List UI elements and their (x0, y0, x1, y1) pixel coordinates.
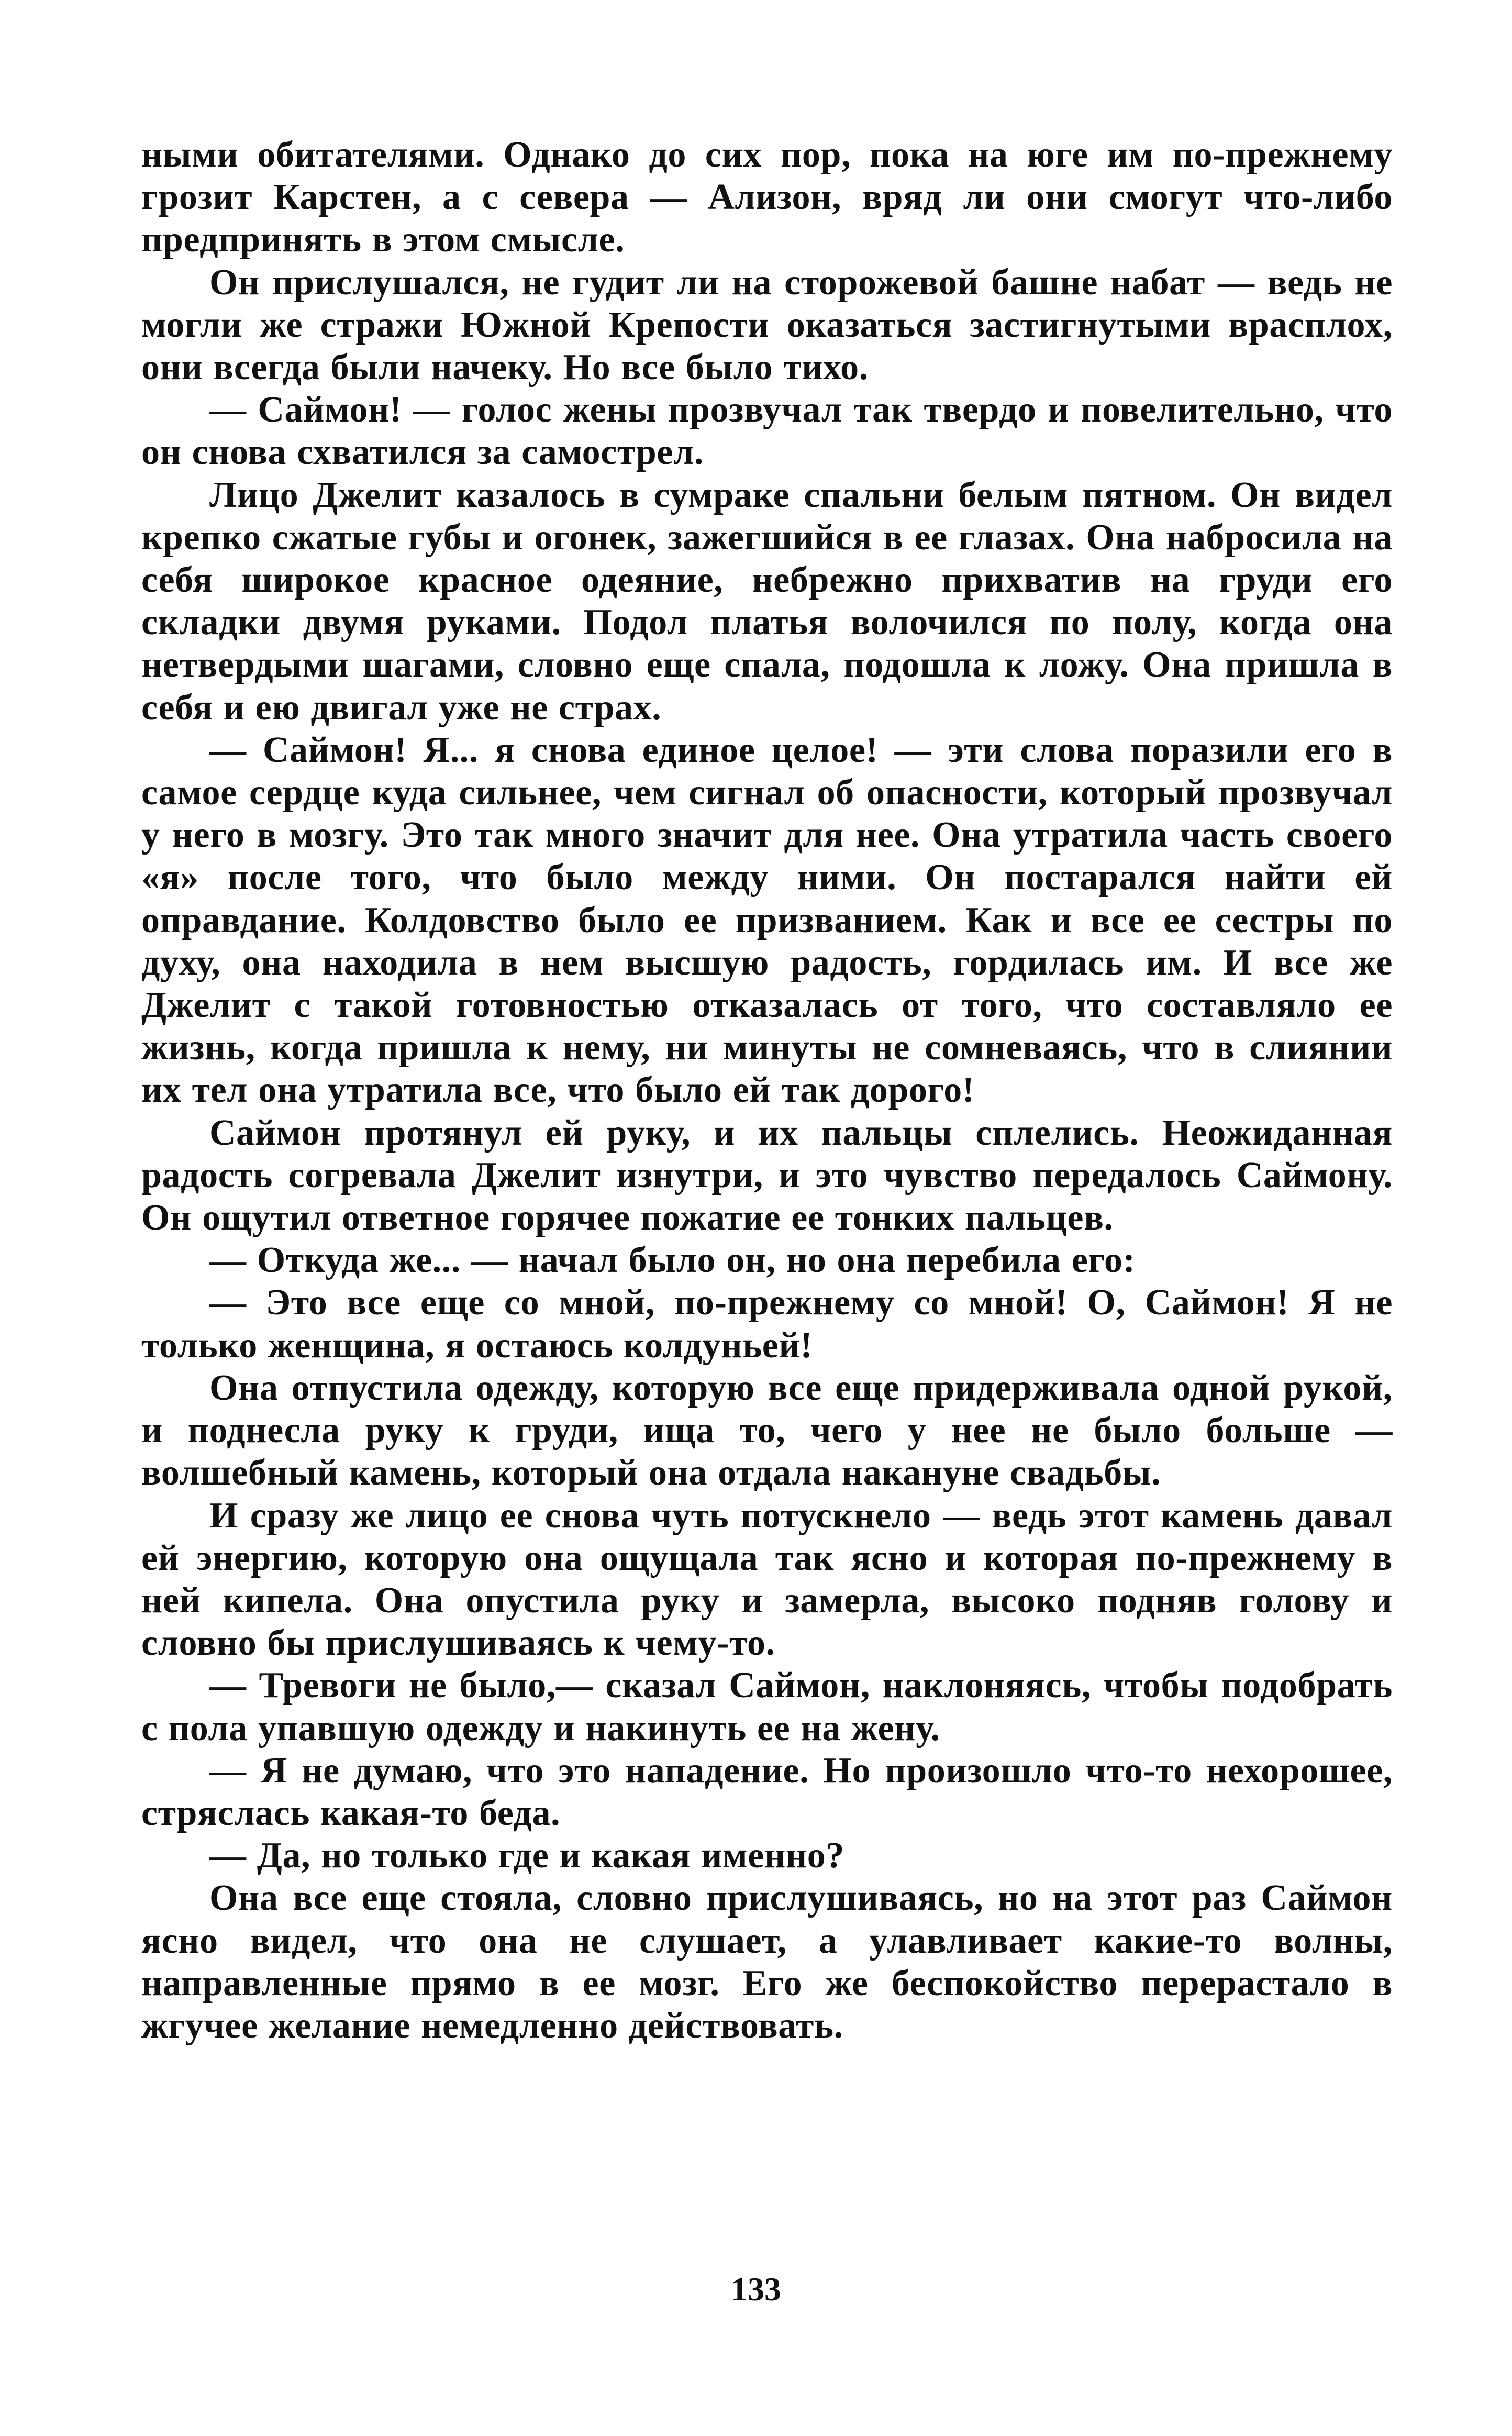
paragraph-dialogue: — Откуда же... — начал было он, но она перебила его: (209, 1240, 1136, 1281)
paragraph-continuation: ными обитателями. Однако до сих пор, пока на юге им по-прежнему грозит Карстен, а с севера — Ализон, вряд ли они смогут что-либо предпринять в этом смысле. (141, 135, 1393, 260)
paragraph-dialogue: — Саймон! — голос жены прозвучал так твердо и повелительно, что он снова схватился за самострел. (141, 390, 1393, 473)
paragraph: Лицо Джелит казалось в сумраке спальни белым пятном. Он видел крепко сжатые губы и огонек, зажегшийся в ее глазах. Она набросила на себя широкое красное одеяние, небрежно прихватив на груди его складки двумя руками. Подол платья волочился по полу, когда она нетвердыми шагами, словно еще спала, подошла к ложу. Она пришла в себя и ею двигал уже не страх. (141, 474, 1393, 728)
page-number: 133 (731, 2271, 781, 2308)
paragraph: Он прислушался, не гудит ли на сторожевой башне набат — ведь не могли же стражи Южной Крепости оказаться застигнутыми врасплох, они всегда были начеку. Но все было тихо. (141, 262, 1393, 388)
paragraph-dialogue: — Это все еще со мной, по-прежнему со мной! О, Саймон! Я не только женщина, я остаюсь колдуньей! (141, 1282, 1393, 1366)
paragraph-dialogue: — Да, но только где и какая именно? (209, 1835, 845, 1876)
paragraph-dialogue: — Тревоги не было,— сказал Саймон, наклоняясь, чтобы подобрать с пола упавшую одежду и накинуть ее на жену. (141, 1665, 1393, 1748)
body-text (141, 134, 1393, 2047)
paragraph: И сразу же лицо ее снова чуть потускнело — ведь этот камень давал ей энергию, которую она ощущала так ясно и которая по-прежнему в ней кипела. Она опустила руку и замерла, высоко подняв голову и словно бы прислушиваясь к чему-то. (141, 1495, 1393, 1664)
paragraph: Она отпустила одежду, которую все еще придерживала одной рукой, и поднесла руку к груди, ища то, чего у нее не было больше — волшебный камень, который она отдала накануне свадьбы. (141, 1367, 1393, 1493)
paragraph: Саймон протянул ей руку, и их пальцы сплелись. Неожиданная радость согревала Джелит изнутри, и это чувство передалось Саймону. Он ощутил ответное горячее пожатие ее тонких пальцев. (141, 1112, 1393, 1238)
paragraph-dialogue: — Саймон! Я... я снова единое целое! — эти слова поразили его в самое сердце куда сильнее, чем сигнал об опасности, который прозвучал у него в мозгу. Это так много значит для нее. Она утратила часть своего «я» после того, что было между ними. Он постарался найти ей оправдание. Колдовство было ее призванием. Как и все ее сестры по духу, она находила в нем высшую радость, гордилась им. И все же Джелит с такой готовностью отказалась от того, что составляло ее жизнь, когда пришла к нему, ни минуты не сомневаясь, что в слиянии их тел она утратила все, что было ей так дорого! (141, 729, 1393, 1111)
paragraph: Она все еще стояла, словно прислушиваясь, но на этот раз Саймон ясно видел, что она не слушает, а улавливает какие-то волны, направленные прямо в ее мозг. Его же беспокойство перерастало в жгучее желание немедленно действовать. (141, 1878, 1393, 2046)
paragraph-dialogue: — Я не думаю, что это нападение. Но произошло что-то нехорошее, стряслась какая-то беда. (141, 1750, 1393, 1833)
